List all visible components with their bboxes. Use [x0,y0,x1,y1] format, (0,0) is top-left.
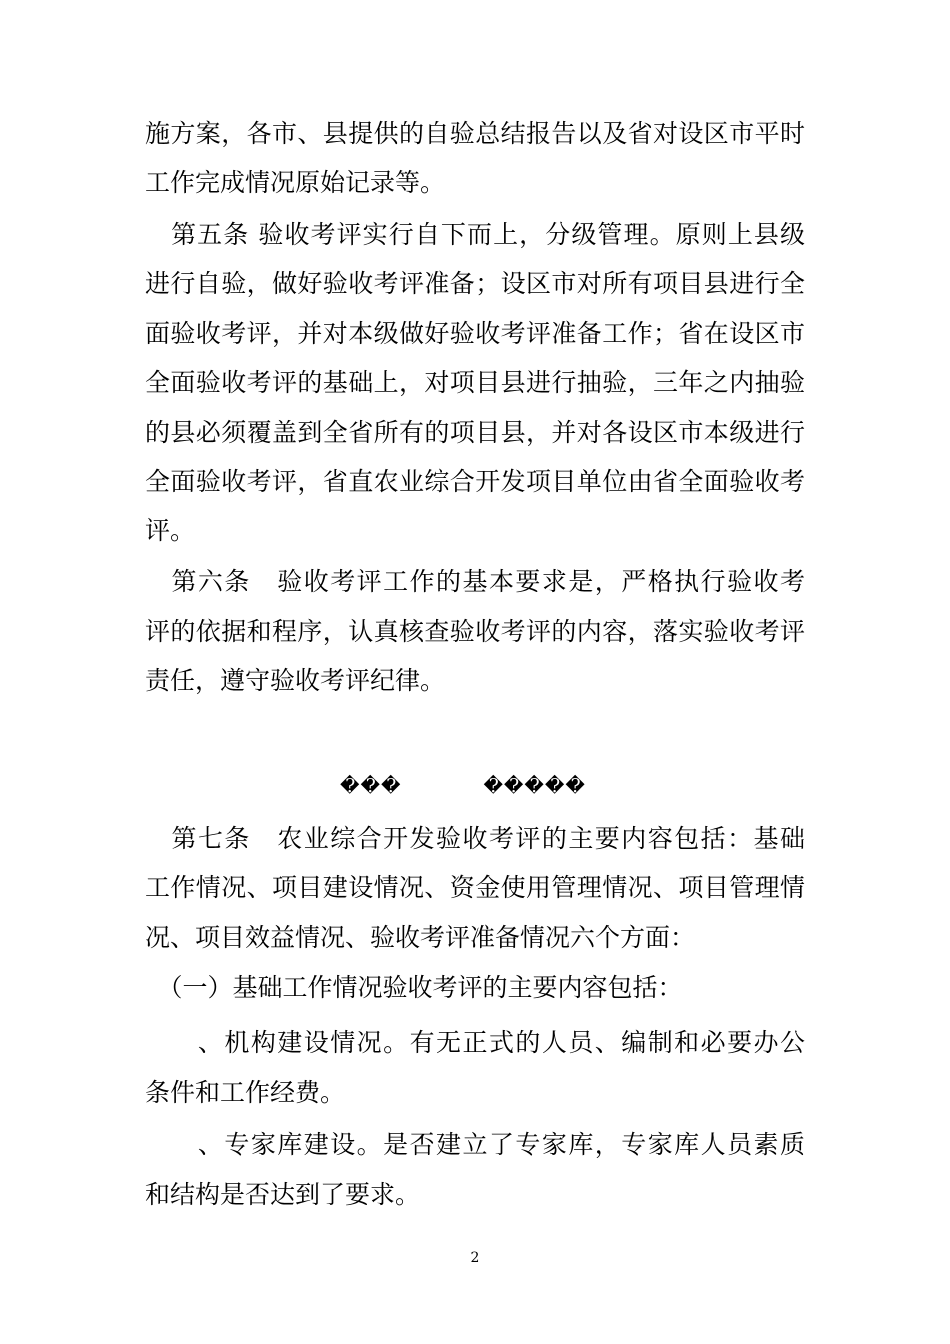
text-line: 的县必须覆盖到全省所有的项目县，并对各设区市本级进行 [145,418,805,447]
chapter-heading-part1: ��� [340,775,402,797]
article-6-line: 第六条 验收考评工作的基本要求是，严格执行验收考 [145,567,805,596]
text-line: 工作情况、项目建设情况、资金使用管理情况、项目管理情 [145,873,805,902]
text-line: 责任，遵守验收考评纪律。 [145,666,446,695]
page-number: 2 [470,1250,480,1266]
text-line: 条件和工作经费。 [145,1078,346,1107]
text-line: 进行自验，做好验收考评准备；设区市对所有项目县进行全 [145,269,805,298]
chapter-heading [340,771,586,801]
text-line: 工作完成情况原始记录等。 [145,168,446,197]
subsection-line: （一）基础工作情况验收考评的主要内容包括： [145,973,683,1002]
text-line: 和结构是否达到了要求。 [145,1180,421,1209]
text-line: 施方案，各市、县提供的自验总结报告以及省对设区市平时 [145,119,805,148]
text-line: 况、项目效益情况、验收考评准备情况六个方面： [145,923,696,952]
list-item-line: 、专家库建设。是否建立了专家库，专家库人员素质 [145,1130,805,1159]
text-line: 评。 [145,516,196,545]
article-7-line: 第七条 农业综合开发验收考评的主要内容包括：基础 [145,824,805,853]
text-line: 评的依据和程序，认真核查验收考评的内容，落实验收考评 [145,617,805,646]
text-line: 全面验收考评的基础上，对项目县进行抽验，三年之内抽验 [145,368,805,397]
list-item-line: 、机构建设情况。有无正式的人员、编制和必要办公 [145,1028,805,1057]
article-5-line: 第五条 验收考评实行自下而上，分级管理。原则上县级 [145,220,805,249]
text-line: 面验收考评，并对本级做好验收考评准备工作；省在设区市 [145,319,805,348]
text-line: 全面验收考评，省直农业综合开发项目单位由省全面验收考 [145,467,805,496]
chapter-heading-part2: ����� [483,775,586,797]
